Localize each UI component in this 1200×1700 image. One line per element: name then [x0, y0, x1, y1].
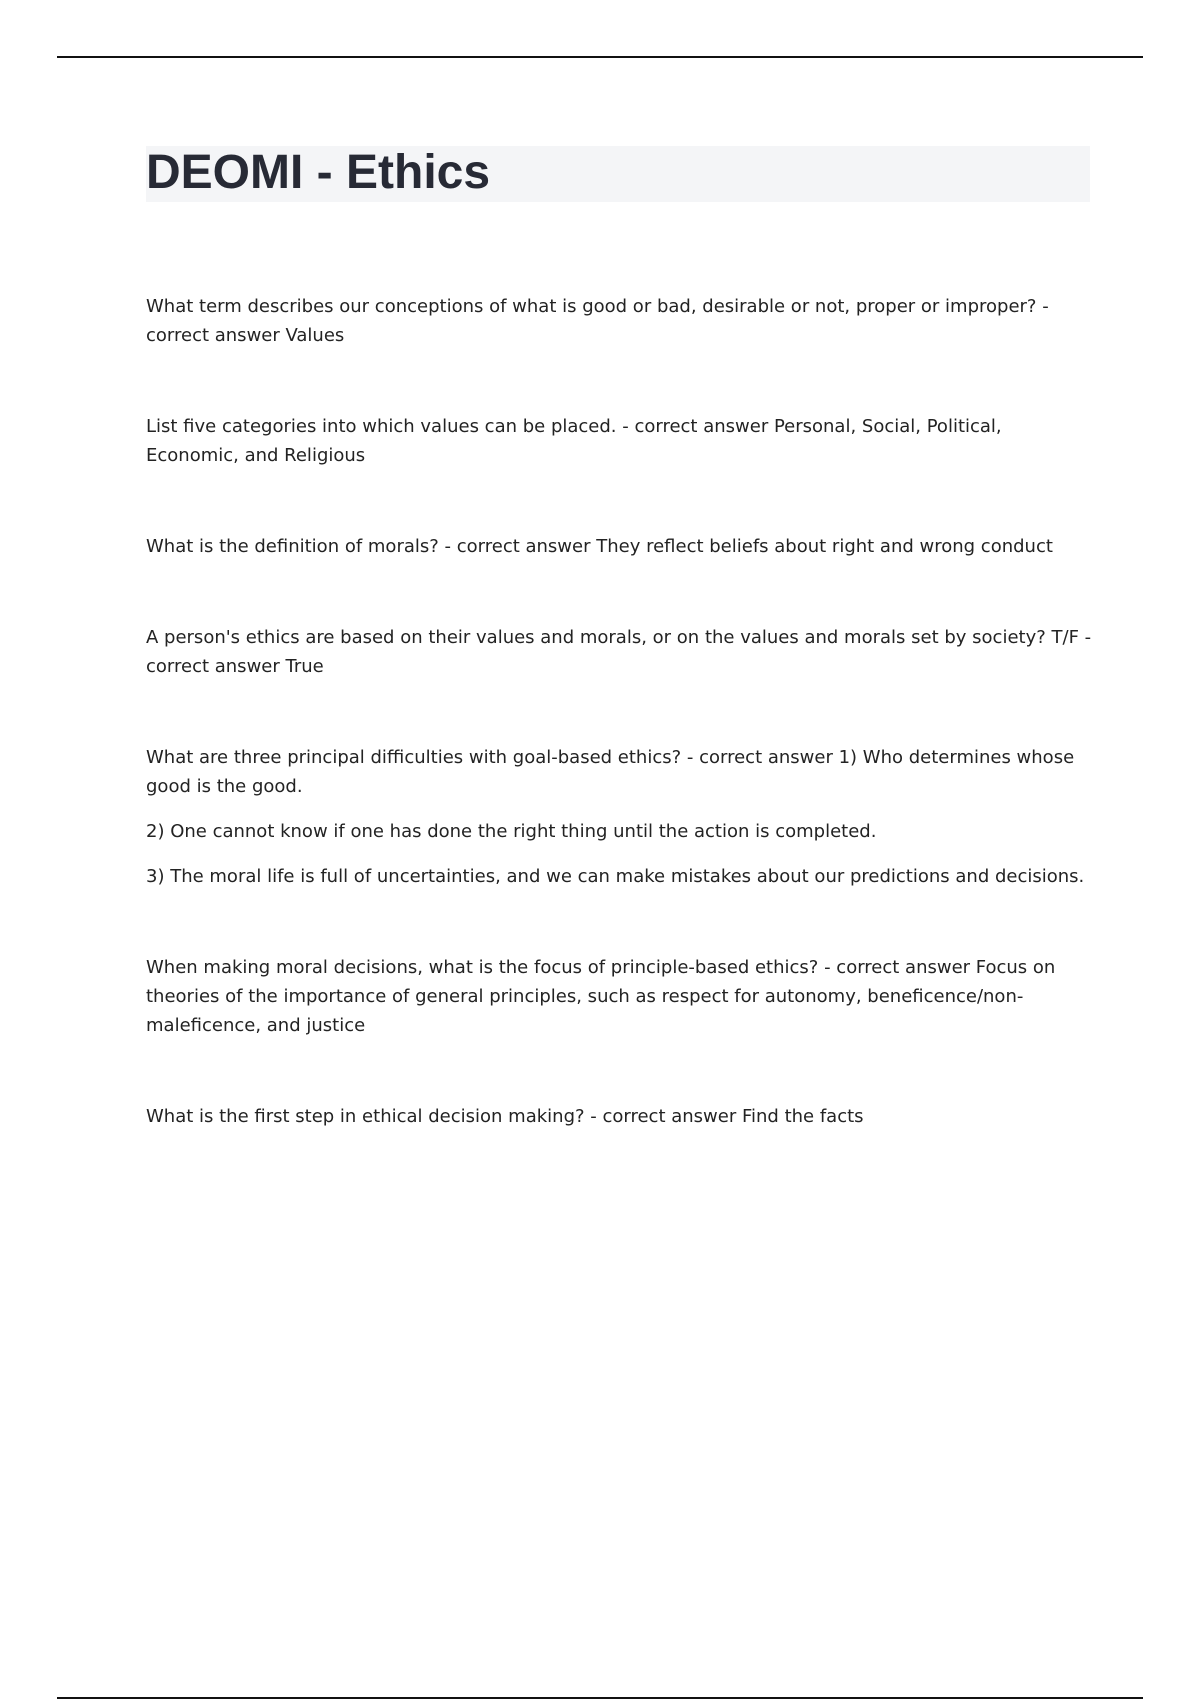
qa-text: What are three principal difficulties with goal-based ethics? - correct answer 1) Who determines whose good is the good. — [146, 747, 1075, 797]
qa-item — [146, 953, 1096, 1040]
qa-text-continued: 3) The moral life is full of uncertainties, and we can make mistakes about our predictions and decisions. — [146, 866, 1085, 887]
qa-item — [146, 743, 1096, 891]
qa-text: When making moral decisions, what is the focus of principle-based ethics? - correct answer Focus on theories of the importance of general principles, such as respect for autonomy, beneficence/non-maleficence, and justice — [146, 957, 1056, 1036]
document-title: DEOMI - Ethics — [146, 146, 491, 199]
qa-text-continued: 2) One cannot know if one has done the right thing until the action is completed. — [146, 821, 877, 842]
qa-text: What is the definition of morals? - correct answer They reflect beliefs about right and wrong conduct — [146, 536, 1053, 557]
qa-item — [146, 623, 1096, 681]
qa-text: What is the first step in ethical decision making? - correct answer Find the facts — [146, 1106, 864, 1127]
qa-text: What term describes our conceptions of what is good or bad, desirable or not, proper or improper? - correct answer Values — [146, 296, 1049, 346]
qa-item — [146, 532, 1096, 561]
top-rule — [57, 56, 1143, 58]
bottom-rule — [57, 1697, 1143, 1699]
qa-text: A person's ethics are based on their values and morals, or on the values and morals set by society? T/F - correct answer True — [146, 627, 1092, 677]
qa-item — [146, 412, 1096, 470]
qa-text: List five categories into which values can be placed. - correct answer Personal, Social, Political, Economic, and Religious — [146, 416, 1002, 466]
qa-item — [146, 1102, 1096, 1131]
qa-list — [146, 292, 1096, 1193]
qa-item — [146, 292, 1096, 350]
